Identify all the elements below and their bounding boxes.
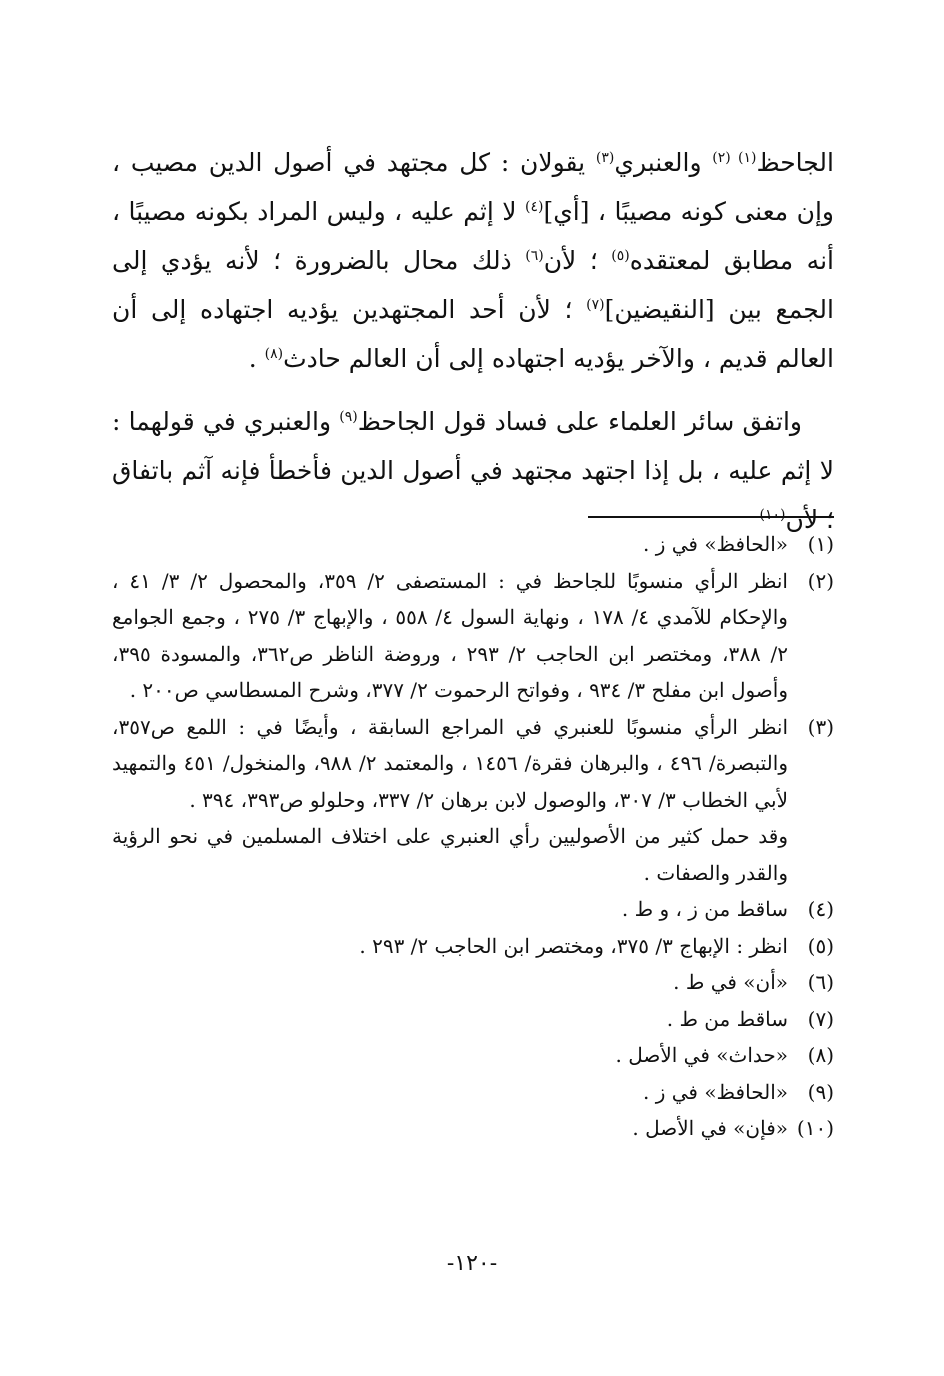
paragraph-2 (112, 397, 834, 544)
footnote-text: «الحافظ» في ز . (643, 532, 788, 556)
footnotes (112, 526, 834, 1147)
footnote-9 (112, 1074, 834, 1111)
footnote-marker: (٢) (712, 150, 739, 166)
footnote-5 (112, 928, 834, 965)
text-run: الجاحظ (756, 148, 834, 177)
footnote-text: «حداث» في الأصل . (615, 1043, 788, 1067)
footnote-marker: (٣) (595, 150, 615, 166)
footnote-3 (112, 709, 834, 819)
footnote-text: انظر الرأي منسوبًا للجاحظ في : المستصفى ٢/ ٣٥٩، والمحصول ٢/ ٣/ ٤١ ، والإحكام للآمدي ٤/ ١٧٨ ، ونهاية السول ٤/ ٥٥٨ ، والإبهاج ٣/ ٢٧٥ ، وجمع الجوامع ٢/ ٣٨٨، ومختصر ابن الحاجب ٢/ ٢٩٣ ، وروضة الناظر ص٣٦٢، والمسودة ٣٩٥، وأصول ابن مفلح ٣/ ٩٣٤ ، وفواتح الرحموت ٢/ ٣٧٧، وشرح المسطاسي ص٢٠٠ . (112, 568, 788, 702)
footnote-7 (112, 1001, 834, 1038)
footnote-text: «فإن» في الأصل . (632, 1116, 788, 1140)
footnote-number: (٨) (807, 1043, 834, 1067)
footnote-marker: (٨) (264, 346, 284, 362)
footnote-8 (112, 1037, 834, 1074)
footnote-4 (112, 891, 834, 928)
text-run: . (248, 344, 265, 373)
footnote-number: (١٠) (796, 1116, 834, 1140)
text-run: ؛ لأن (543, 246, 612, 275)
footnote-3-continuation: وقد حمل كثير من الأصوليين رأي العنبري على اختلاف المسلمين في نحو الرؤية والقدر والصفات . (112, 824, 788, 885)
footnote-text: «الحافظ» في ز . (643, 1079, 788, 1104)
footnote-marker: (٧) (586, 297, 605, 313)
footnote-number: (٩) (807, 1079, 834, 1104)
footnote-1 (112, 526, 834, 563)
footnote-separator (588, 516, 834, 518)
footnote-marker: (٤) (524, 199, 544, 215)
footnote-text: انظر الرأي منسوبًا للعنبري في المراجع السابقة ، وأيضًا في : اللمع ص٣٥٧، والتبصرة/ ٤٩٦ ، والبرهان فقرة/ ١٤٥٦ ، والمعتمد ٢/ ٩٨٨، والمنخول/ ٤٥١ والتمهيد لأبي الخطاب ٣/ ٣٠٧، والوصول لابن برهان ٢/ ٣٣٧، وحلولو ص٣٩٣، ٣٩٤ . (112, 714, 788, 812)
footnote-marker: (١٠) (759, 507, 786, 523)
footnote-text: ساقط من ط . (666, 1006, 788, 1031)
footnote-marker: (٥) (611, 248, 630, 264)
text-run: يقولان : كل مجتهد في أصول الدين مصيب ، وإن معنى كونه مصيبًا ، [أي] (112, 148, 834, 226)
footnote-number: (٥) (807, 933, 834, 958)
text-run: لا إثم عليه ، وليس المراد بكونه مصيبًا ، أنه مطابق لمعتقده (112, 197, 834, 275)
text-run: ذلك محال بالضرورة ؛ لأنه يؤدي إلى الجمع بين [النقيضين] (112, 246, 834, 324)
footnote-number: (١) (807, 532, 834, 556)
footnote-number: (٣) (807, 714, 834, 739)
text-run: والعنبري (614, 148, 713, 177)
footnote-number: (٤) (807, 897, 834, 921)
footnote-10 (112, 1110, 834, 1147)
footnote-number: (٢) (807, 568, 834, 593)
footnote-marker: (١) (738, 150, 757, 166)
footnote-marker: (٦) (525, 248, 544, 264)
footnote-6 (112, 964, 834, 1001)
footnote-2 (112, 563, 834, 709)
footnote-number: (٦) (807, 970, 834, 994)
footnote-text: ساقط من ز ، و ط . (621, 897, 788, 921)
text-run: ؛ لأن أحد المجتهدين يؤديه اجتهاده إلى أن العالم قديم ، والآخر يؤديه اجتهاده إلى أن العالم حادث (112, 295, 834, 373)
main-text (112, 138, 834, 544)
page-number: -١٢٠- (446, 1251, 498, 1276)
footnote-text: «أن» في ط . (673, 970, 788, 994)
footnote-text: انظر : الإبهاج ٣/ ٣٧٥، ومختصر ابن الحاجب ٢/ ٢٩٣ . (359, 933, 788, 958)
paragraph-1 (112, 138, 834, 383)
text-run: واتفق سائر العلماء على فساد قول الجاحظ (357, 407, 802, 436)
text-run: والعنبري في قولهما : لا إثم عليه ، بل إذا اجتهد مجتهد في أصول الدين فأخطأ فإنه آثم باتفاق ؛ لأن (112, 407, 834, 534)
footnote-number: (٧) (807, 1006, 834, 1031)
footnote-marker: (٩) (339, 409, 358, 425)
